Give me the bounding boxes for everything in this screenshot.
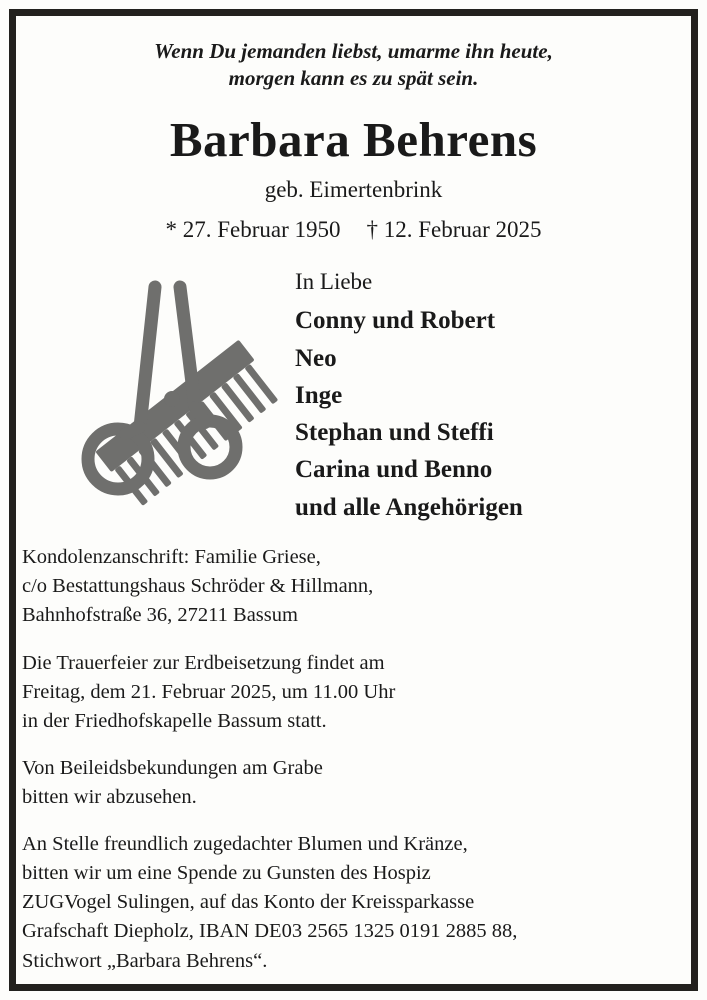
ceremony-details	[22, 649, 685, 736]
life-dates	[22, 217, 685, 243]
mourners-intro: In Liebe	[295, 269, 373, 295]
mourner-line: Carina und Benno	[295, 456, 493, 484]
donation-line: An Stelle freundlich zugedachter Blumen und Kränze,	[22, 833, 468, 856]
ceremony-line: in der Friedhofskapelle Bassum statt.	[22, 709, 327, 732]
donation-line: Stichwort „Barbara Behrens“.	[22, 949, 268, 972]
condolences-note	[22, 754, 685, 812]
maiden-name: geb. Eimertenbrink	[264, 177, 443, 203]
donation-request	[22, 830, 685, 976]
death-date: † 12. Februar 2025	[366, 217, 542, 243]
mourner-line: Inge	[295, 381, 343, 409]
motto	[22, 38, 685, 92]
mourners-block	[295, 269, 685, 526]
condolences-note-line: Von Beileidsbekundungen am Grabe	[22, 756, 323, 779]
mourner-line: Stephan und Steffi	[295, 419, 494, 447]
donation-line: Grafschaft Diepholz, IBAN DE03 2565 1325 0191 2885 88,	[22, 920, 518, 943]
donation-line: bitten wir um eine Spende zu Gunsten des Hospiz	[22, 862, 431, 885]
middle-section	[22, 269, 685, 537]
mourner-line: Conny und Robert	[295, 307, 496, 335]
deceased-name: Barbara Behrens	[169, 111, 538, 167]
condolence-line: Kondolenzanschrift: Familie Griese,	[22, 546, 321, 569]
motto-line-2: morgen kann es zu spät sein.	[228, 65, 479, 90]
ceremony-line: Freitag, dem 21. Februar 2025, um 11.00 Uhr	[22, 680, 396, 703]
notice-content	[22, 22, 685, 978]
mourner-line: Neo	[295, 344, 337, 372]
condolence-address	[22, 543, 685, 630]
condolences-note-line: bitten wir abzusehen.	[22, 785, 197, 808]
condolence-line: c/o Bestattungshaus Schröder & Hillmann,	[22, 575, 374, 598]
condolence-line: Bahnhofstraße 36, 27211 Bassum	[22, 604, 298, 627]
birth-date: * 27. Februar 1950	[165, 217, 341, 243]
ceremony-line: Die Trauerfeier zur Erdbeisetzung findet am	[22, 651, 385, 674]
scissors-and-comb-illustration	[22, 277, 292, 527]
motto-line-1: Wenn Du jemanden liebst, umarme ihn heute,	[154, 39, 553, 63]
donation-line: ZUGVogel Sulingen, auf das Konto der Kreissparkasse	[22, 891, 475, 914]
mourner-line: und alle Angehörigen	[295, 493, 523, 521]
